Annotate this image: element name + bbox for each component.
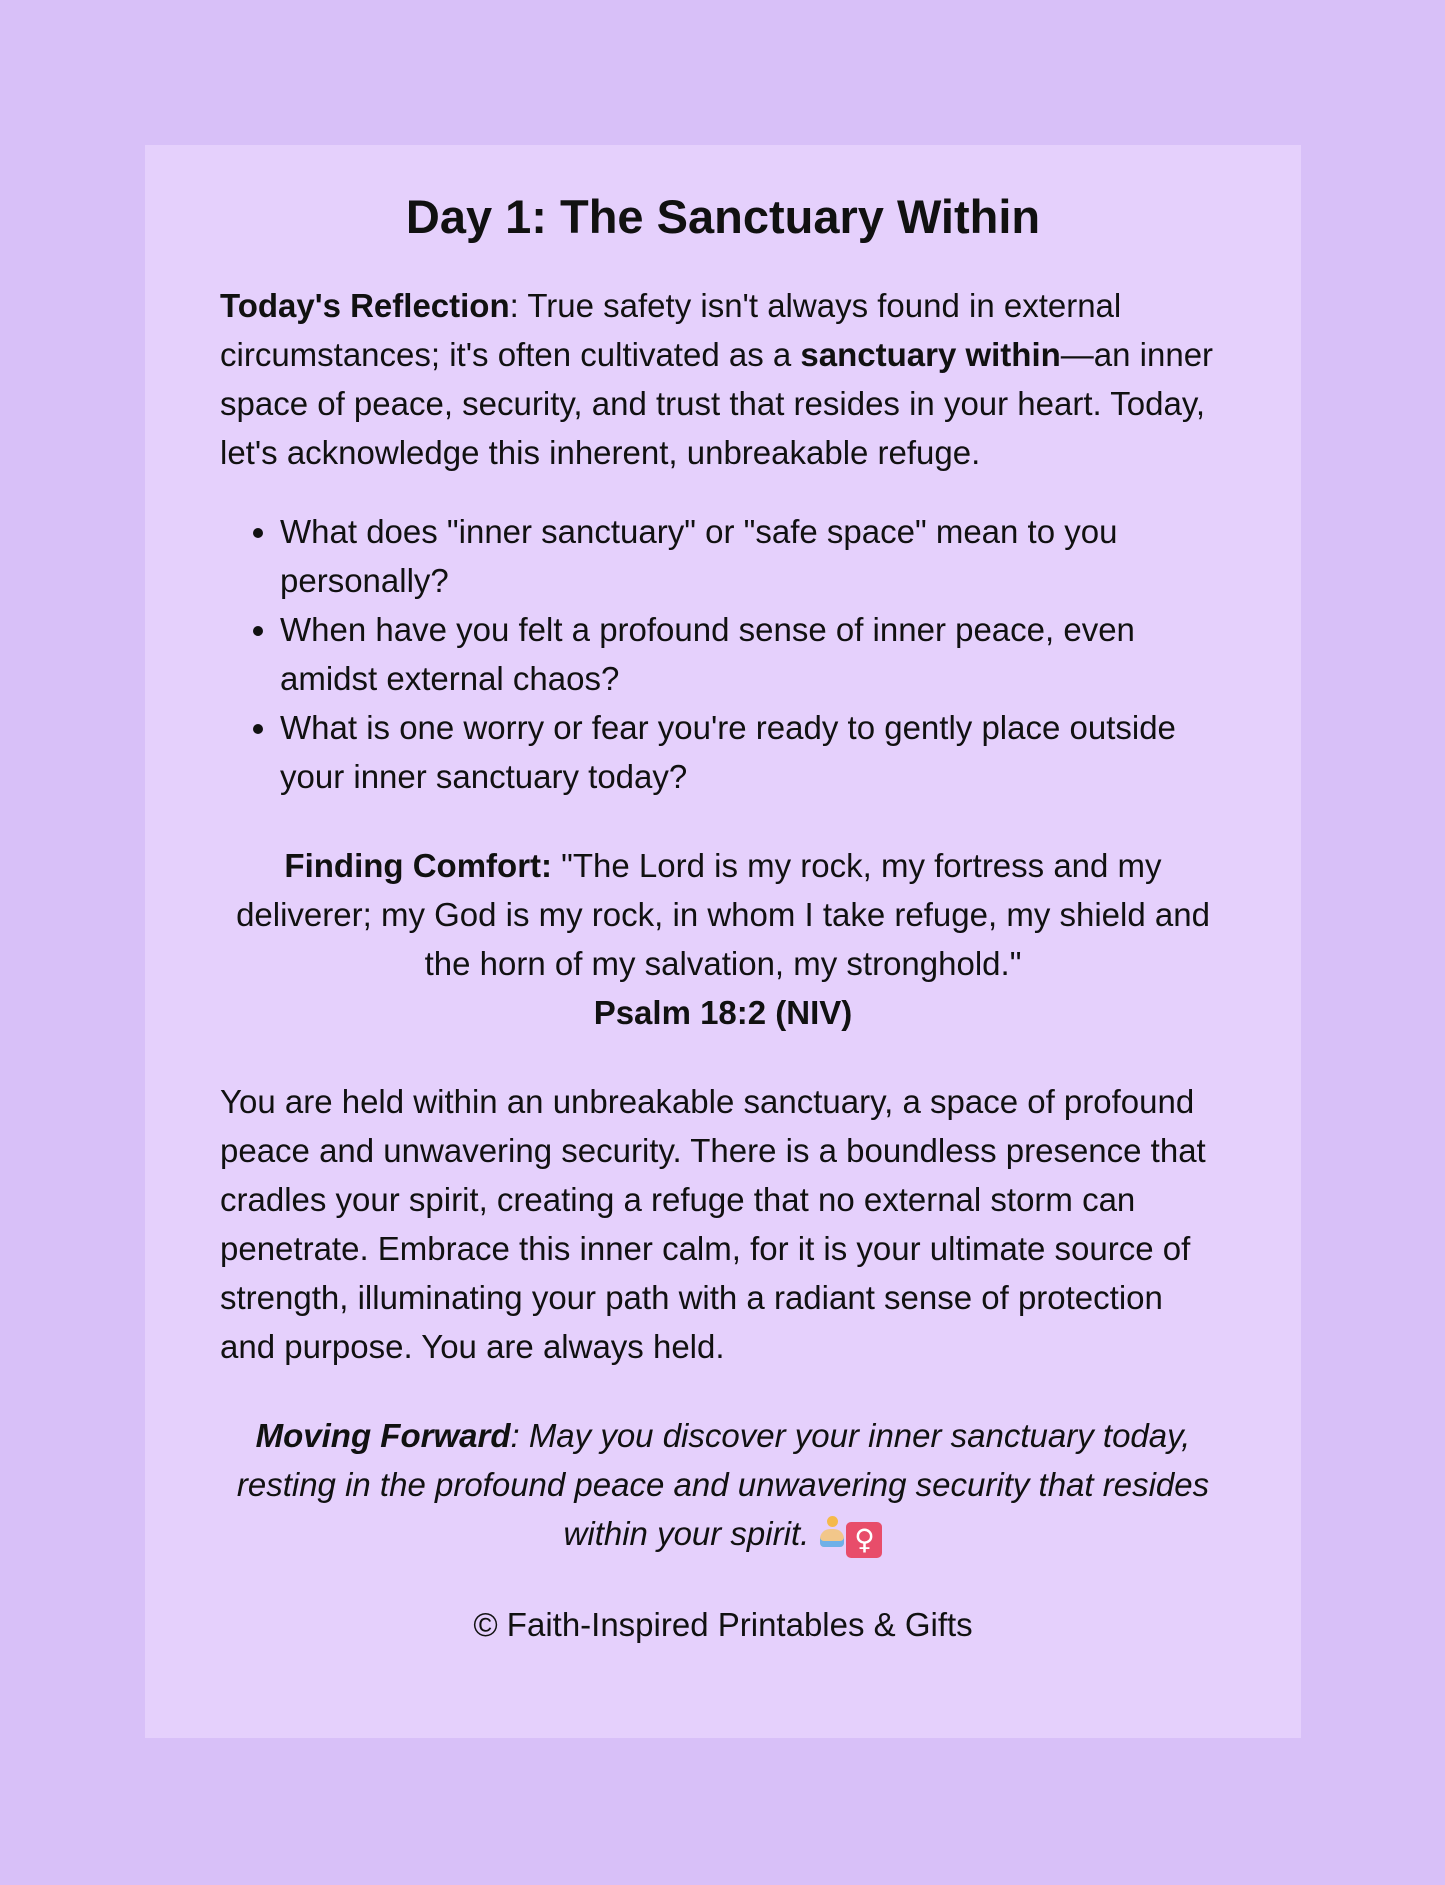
scripture-quote: "The Lord is my rock, my fortress and my deliverer; my God is my rock, in whom I take refuge, my shield and the horn of my salvation, my stronghold." [236,847,1210,983]
reflection-emphasis: sanctuary within [800,336,1061,374]
reflection-text-after: —an inner space of peace, security, and trust that resides in your heart. Today, let's acknowledge this inherent, unbreakable refuge. [220,336,1214,472]
reflection-questions-list [220,507,1226,801]
meditating-woman-icon [818,1513,882,1562]
devotional-card [145,145,1301,1738]
reflection-label: Today's Reflection [220,287,510,325]
list-item: • What does "inner sanctuary" or "safe space" mean to you personally? [280,507,1226,605]
copyright-footer: © Faith-Inspired Printables & Gifts [473,1606,973,1644]
list-item: • When have you felt a profound sense of inner peace, even amidst external chaos? [280,605,1226,703]
affirmation-paragraph: You are held within an unbreakable sanctuary, a space of profound peace and unwavering security. There is a boundless presence that cradles your spirit, creating a refuge that no external storm can penetrate. Embrace this inner calm, for it is your ultimate source of strength, illuminating your path with a radiant sense of protection and purpose. You are always held. [220,1083,1206,1366]
comfort-label: Finding Comfort: [284,847,553,885]
page-title: Day 1: The Sanctuary Within [405,190,1041,243]
finding-comfort-section [220,841,1226,1037]
female-sign-icon: ♀ [846,1522,882,1558]
moving-forward-section [220,1411,1226,1562]
moving-forward-text: : May you discover your inner sanctuary today, resting in the profound peace and unwavering security that resides within your spirit. [236,1417,1210,1553]
list-item: • What is one worry or fear you're ready to gently place outside your inner sanctuary today? [280,703,1226,801]
reflection-text-before: : True safety isn't always found in external circumstances; it's often cultivated as a [220,287,1122,374]
moving-forward-label: Moving Forward [255,1417,511,1455]
scripture-reference: Psalm 18:2 (NIV) [593,994,853,1032]
meditating-person-icon [818,1515,846,1549]
reflection-paragraph [220,281,1226,477]
